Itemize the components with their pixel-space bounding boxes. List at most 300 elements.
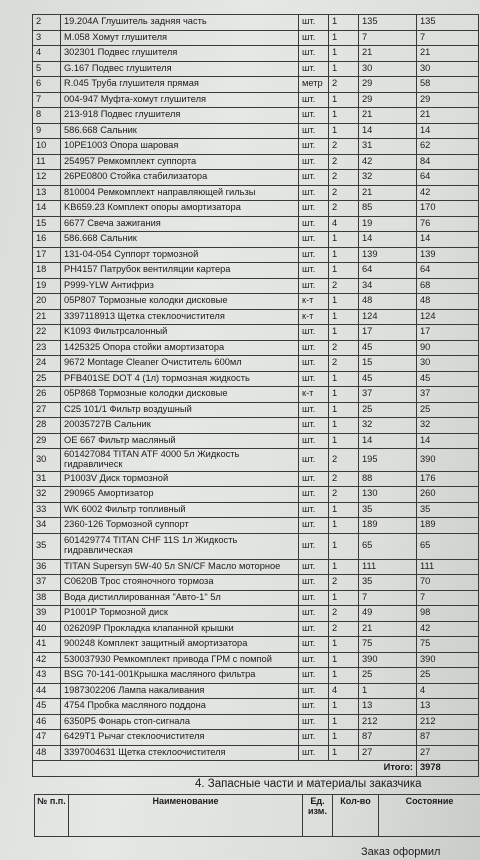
item-sum: 14 (417, 123, 479, 139)
item-sum: 84 (417, 154, 479, 170)
item-sum: 14 (417, 433, 479, 449)
table-row (33, 123, 479, 139)
item-qty: 1 (329, 533, 359, 559)
item-name: 1987302206 Лампа накаливания (61, 683, 299, 699)
item-price: 35 (359, 502, 417, 518)
item-qty: 2 (329, 77, 359, 93)
row-number: 23 (33, 340, 61, 356)
item-name: 20035727B Сальник (61, 418, 299, 434)
total-row (33, 761, 479, 777)
item-qty: 1 (329, 263, 359, 279)
item-price: 195 (359, 449, 417, 472)
item-qty: 1 (329, 108, 359, 124)
item-unit: шт. (299, 606, 329, 622)
row-number: 35 (33, 533, 61, 559)
item-name: R.045 Труба глушителя прямая (61, 77, 299, 93)
item-sum: 75 (417, 637, 479, 653)
item-unit: шт. (299, 340, 329, 356)
item-unit: шт. (299, 15, 329, 31)
table-row (33, 263, 479, 279)
row-number: 28 (33, 418, 61, 434)
row-number: 5 (33, 61, 61, 77)
item-price: 7 (359, 590, 417, 606)
item-sum: 30 (417, 61, 479, 77)
table-row (33, 139, 479, 155)
item-price: 390 (359, 652, 417, 668)
item-price: 17 (359, 325, 417, 341)
row-number: 18 (33, 263, 61, 279)
table-row (33, 652, 479, 668)
table-row (33, 518, 479, 534)
row-number: 43 (33, 668, 61, 684)
item-qty: 1 (329, 699, 359, 715)
table-row (33, 449, 479, 472)
row-number: 15 (33, 216, 61, 232)
item-qty: 1 (329, 637, 359, 653)
item-unit: шт. (299, 518, 329, 534)
item-qty: 2 (329, 487, 359, 503)
item-sum: 21 (417, 46, 479, 62)
item-sum: 42 (417, 621, 479, 637)
item-name: 530037930 Ремкомплект привода ГРМ с помпой (61, 652, 299, 668)
item-price: 34 (359, 278, 417, 294)
item-qty: 1 (329, 46, 359, 62)
item-name: 05P807 Тормозные колодки дисковые (61, 294, 299, 310)
header-condition: Состояние (379, 795, 480, 837)
item-price: 27 (359, 745, 417, 761)
item-qty: 1 (329, 652, 359, 668)
item-qty: 1 (329, 590, 359, 606)
item-unit: шт. (299, 433, 329, 449)
table-row (33, 471, 479, 487)
item-name: 4754 Пробка масляного поддона (61, 699, 299, 715)
item-name: 586.668 Сальник (61, 123, 299, 139)
item-name: C25 101/1 Фильтр воздушный (61, 402, 299, 418)
item-sum: 65 (417, 533, 479, 559)
table-row (33, 402, 479, 418)
item-unit: шт. (299, 185, 329, 201)
customer-parts-table (34, 794, 480, 837)
item-sum: 7 (417, 30, 479, 46)
item-name: PFB401SE DOT 4 (1л) тормозная жидкость (61, 371, 299, 387)
row-number: 10 (33, 139, 61, 155)
item-price: 7 (359, 30, 417, 46)
item-unit: шт. (299, 575, 329, 591)
item-name: 586.668 Сальник (61, 232, 299, 248)
item-name: 10PE1003 Опора шаровая (61, 139, 299, 155)
item-unit: шт. (299, 402, 329, 418)
item-sum: 170 (417, 201, 479, 217)
item-qty: 1 (329, 232, 359, 248)
row-number: 30 (33, 449, 61, 472)
item-name: KB659.23 Комплект опоры амортизатора (61, 201, 299, 217)
item-unit: шт. (299, 154, 329, 170)
item-qty: 2 (329, 154, 359, 170)
table-row (33, 745, 479, 761)
table-row (33, 559, 479, 575)
row-number: 48 (33, 745, 61, 761)
item-name: 601427084 TITAN ATF 4000 5л Жидкость гидравлическ (61, 449, 299, 472)
row-number: 24 (33, 356, 61, 372)
item-price: 35 (359, 575, 417, 591)
item-qty: 1 (329, 518, 359, 534)
table-row (33, 201, 479, 217)
item-sum: 37 (417, 387, 479, 403)
item-sum: 90 (417, 340, 479, 356)
item-qty: 1 (329, 123, 359, 139)
item-name: 601429774 TITAN CHF 11S 1л Жидкость гидравлическая (61, 533, 299, 559)
item-unit: шт. (299, 714, 329, 730)
row-number: 12 (33, 170, 61, 186)
table-row (33, 108, 479, 124)
item-unit: шт. (299, 278, 329, 294)
item-sum: 42 (417, 185, 479, 201)
item-sum: 25 (417, 402, 479, 418)
item-qty: 2 (329, 278, 359, 294)
item-qty: 1 (329, 668, 359, 684)
item-sum: 76 (417, 216, 479, 232)
item-name: 26PE0800 Стойка стабилизатора (61, 170, 299, 186)
item-name: P1001P Тормозной диск (61, 606, 299, 622)
table-row (33, 247, 479, 263)
item-sum: 390 (417, 652, 479, 668)
item-price: 64 (359, 263, 417, 279)
item-qty: 1 (329, 30, 359, 46)
item-price: 189 (359, 518, 417, 534)
table-row (33, 533, 479, 559)
row-number: 11 (33, 154, 61, 170)
item-qty: 1 (329, 402, 359, 418)
item-qty: 2 (329, 575, 359, 591)
customer-parts-header-row (35, 795, 480, 837)
item-sum: 111 (417, 559, 479, 575)
item-qty: 1 (329, 714, 359, 730)
table-row (33, 92, 479, 108)
table-row (33, 387, 479, 403)
item-price: 130 (359, 487, 417, 503)
item-name: G.167 Подвес глушителя (61, 61, 299, 77)
item-price: 45 (359, 371, 417, 387)
item-qty: 2 (329, 139, 359, 155)
item-unit: шт. (299, 487, 329, 503)
parts-table (32, 14, 479, 777)
table-row (33, 637, 479, 653)
table-row (33, 309, 479, 325)
item-price: 87 (359, 730, 417, 746)
item-price: 14 (359, 123, 417, 139)
item-price: 124 (359, 309, 417, 325)
table-row (33, 170, 479, 186)
item-name: 290965 Амортизатор (61, 487, 299, 503)
total-label: Итого: (33, 761, 417, 777)
row-number: 41 (33, 637, 61, 653)
table-row (33, 371, 479, 387)
item-price: 29 (359, 92, 417, 108)
table-row (33, 46, 479, 62)
item-unit: шт. (299, 46, 329, 62)
item-sum: 64 (417, 263, 479, 279)
row-number: 22 (33, 325, 61, 341)
item-name: 302301 Подвес глушителя (61, 46, 299, 62)
item-qty: 4 (329, 216, 359, 232)
item-sum: 64 (417, 170, 479, 186)
row-number: 27 (33, 402, 61, 418)
row-number: 26 (33, 387, 61, 403)
item-sum: 62 (417, 139, 479, 155)
item-name: 004-947 Муфта-хомут глушителя (61, 92, 299, 108)
item-unit: шт. (299, 356, 329, 372)
item-sum: 260 (417, 487, 479, 503)
row-number: 32 (33, 487, 61, 503)
row-number: 42 (33, 652, 61, 668)
item-unit: шт. (299, 621, 329, 637)
item-name: PH4157 Патрубок вентиляции картера (61, 263, 299, 279)
item-price: 21 (359, 185, 417, 201)
item-price: 30 (359, 61, 417, 77)
item-unit: шт. (299, 471, 329, 487)
row-number: 9 (33, 123, 61, 139)
item-unit: шт. (299, 533, 329, 559)
item-unit: шт. (299, 418, 329, 434)
item-qty: 1 (329, 730, 359, 746)
item-price: 19 (359, 216, 417, 232)
row-number: 8 (33, 108, 61, 124)
table-row (33, 61, 479, 77)
row-number: 25 (33, 371, 61, 387)
item-name: 131-04-054 Суппорт тормозной (61, 247, 299, 263)
item-name: Вода дистиллированная "Авто-1" 5л (61, 590, 299, 606)
item-price: 13 (359, 699, 417, 715)
item-name: 6350P5 Фонарь стоп-сигнала (61, 714, 299, 730)
item-name: 026209P Прокладка клапанной крышки (61, 621, 299, 637)
item-name: 3397004631 Щетка стеклоочистителя (61, 745, 299, 761)
table-row (33, 433, 479, 449)
table-row (33, 730, 479, 746)
row-number: 21 (33, 309, 61, 325)
row-number: 38 (33, 590, 61, 606)
item-name: 213-918 Подвес глушителя (61, 108, 299, 124)
row-number: 36 (33, 559, 61, 575)
item-sum: 48 (417, 294, 479, 310)
item-price: 212 (359, 714, 417, 730)
item-name: K1093 Фильтрсалонный (61, 325, 299, 341)
item-sum: 189 (417, 518, 479, 534)
table-row (33, 77, 479, 93)
table-row (33, 325, 479, 341)
table-row (33, 278, 479, 294)
item-unit: шт. (299, 683, 329, 699)
item-price: 21 (359, 46, 417, 62)
table-row (33, 621, 479, 637)
item-unit: к-т (299, 309, 329, 325)
row-number: 2 (33, 15, 61, 31)
header-unit: Ед. изм. (303, 795, 333, 837)
item-price: 75 (359, 637, 417, 653)
row-number: 16 (33, 232, 61, 248)
item-unit: шт. (299, 263, 329, 279)
item-sum: 45 (417, 371, 479, 387)
item-qty: 1 (329, 502, 359, 518)
item-price: 48 (359, 294, 417, 310)
row-number: 47 (33, 730, 61, 746)
item-sum: 212 (417, 714, 479, 730)
item-sum: 139 (417, 247, 479, 263)
row-number: 17 (33, 247, 61, 263)
item-price: 32 (359, 418, 417, 434)
table-row (33, 30, 479, 46)
item-qty: 1 (329, 387, 359, 403)
row-number: 39 (33, 606, 61, 622)
item-name: 810004 Ремкомплект направляющей гильзы (61, 185, 299, 201)
item-price: 65 (359, 533, 417, 559)
row-number: 13 (33, 185, 61, 201)
item-sum: 30 (417, 356, 479, 372)
item-qty: 1 (329, 61, 359, 77)
table-row (33, 294, 479, 310)
item-sum: 390 (417, 449, 479, 472)
table-row (33, 232, 479, 248)
item-price: 25 (359, 402, 417, 418)
item-sum: 87 (417, 730, 479, 746)
row-number: 3 (33, 30, 61, 46)
item-name: 1425325 Опора стойки амортизатора (61, 340, 299, 356)
item-name: WK 6002 Фильтр топливный (61, 502, 299, 518)
item-price: 49 (359, 606, 417, 622)
total-value: 3978 (417, 761, 479, 777)
row-number: 40 (33, 621, 61, 637)
table-row (33, 606, 479, 622)
header-number: № п.п. (35, 795, 69, 837)
item-price: 42 (359, 154, 417, 170)
item-unit: шт. (299, 92, 329, 108)
item-sum: 25 (417, 668, 479, 684)
table-row (33, 154, 479, 170)
row-number: 31 (33, 471, 61, 487)
item-name: C0620B Трос стояночного тормоза (61, 575, 299, 591)
item-name: 2360-126 Тормозной суппорт (61, 518, 299, 534)
row-number: 4 (33, 46, 61, 62)
item-qty: 1 (329, 294, 359, 310)
item-price: 14 (359, 232, 417, 248)
table-row (33, 699, 479, 715)
item-price: 29 (359, 77, 417, 93)
row-number: 44 (33, 683, 61, 699)
item-name: BSG 70-141-001Крышка масляного фильтра (61, 668, 299, 684)
item-sum: 17 (417, 325, 479, 341)
item-sum: 4 (417, 683, 479, 699)
item-qty: 2 (329, 185, 359, 201)
row-number: 6 (33, 77, 61, 93)
item-unit: шт. (299, 745, 329, 761)
table-row (33, 590, 479, 606)
item-price: 25 (359, 668, 417, 684)
item-unit: шт. (299, 590, 329, 606)
table-row (33, 487, 479, 503)
item-sum: 21 (417, 108, 479, 124)
item-qty: 1 (329, 15, 359, 31)
item-name: 6677 Свеча зажигания (61, 216, 299, 232)
item-name: 254957 Ремкомплект суппорта (61, 154, 299, 170)
item-unit: шт. (299, 216, 329, 232)
item-qty: 2 (329, 201, 359, 217)
item-qty: 1 (329, 559, 359, 575)
row-number: 20 (33, 294, 61, 310)
item-price: 32 (359, 170, 417, 186)
table-row (33, 714, 479, 730)
row-number: 14 (33, 201, 61, 217)
item-name: P1003V Диск тормозной (61, 471, 299, 487)
item-qty: 1 (329, 92, 359, 108)
item-unit: шт. (299, 325, 329, 341)
item-unit: шт. (299, 559, 329, 575)
item-qty: 2 (329, 606, 359, 622)
row-number: 19 (33, 278, 61, 294)
item-sum: 98 (417, 606, 479, 622)
item-unit: шт. (299, 637, 329, 653)
item-unit: к-т (299, 294, 329, 310)
item-name: TITAN Supersyn 5W-40 5л SN/CF Масло моторное (61, 559, 299, 575)
item-unit: шт. (299, 668, 329, 684)
table-row (33, 216, 479, 232)
item-price: 45 (359, 340, 417, 356)
item-unit: шт. (299, 61, 329, 77)
item-price: 111 (359, 559, 417, 575)
item-qty: 1 (329, 745, 359, 761)
item-price: 21 (359, 621, 417, 637)
row-number: 7 (33, 92, 61, 108)
item-price: 14 (359, 433, 417, 449)
item-unit: метр (299, 77, 329, 93)
item-qty: 2 (329, 449, 359, 472)
item-sum: 176 (417, 471, 479, 487)
section-4-title: 4. Запасные части и материалы заказчика (195, 778, 422, 790)
item-unit: шт. (299, 247, 329, 263)
table-row (33, 15, 479, 31)
item-unit: шт. (299, 201, 329, 217)
item-qty: 1 (329, 433, 359, 449)
row-number: 37 (33, 575, 61, 591)
item-unit: шт. (299, 139, 329, 155)
item-name: 900248 Комплект защитный амортизатора (61, 637, 299, 653)
item-price: 21 (359, 108, 417, 124)
item-qty: 1 (329, 309, 359, 325)
item-qty: 2 (329, 621, 359, 637)
header-name: Наименование (69, 795, 303, 837)
item-sum: 135 (417, 15, 479, 31)
item-unit: к-т (299, 387, 329, 403)
item-name: М.058 Хомут глушителя (61, 30, 299, 46)
row-number: 34 (33, 518, 61, 534)
item-unit: шт. (299, 449, 329, 472)
item-price: 88 (359, 471, 417, 487)
item-sum: 13 (417, 699, 479, 715)
item-unit: шт. (299, 699, 329, 715)
item-qty: 1 (329, 371, 359, 387)
item-sum: 14 (417, 232, 479, 248)
table-row (33, 668, 479, 684)
row-number: 33 (33, 502, 61, 518)
item-sum: 32 (417, 418, 479, 434)
item-unit: шт. (299, 123, 329, 139)
item-sum: 27 (417, 745, 479, 761)
table-row (33, 575, 479, 591)
item-unit: шт. (299, 652, 329, 668)
item-unit: шт. (299, 730, 329, 746)
item-qty: 2 (329, 471, 359, 487)
item-price: 31 (359, 139, 417, 155)
row-number: 46 (33, 714, 61, 730)
item-price: 15 (359, 356, 417, 372)
